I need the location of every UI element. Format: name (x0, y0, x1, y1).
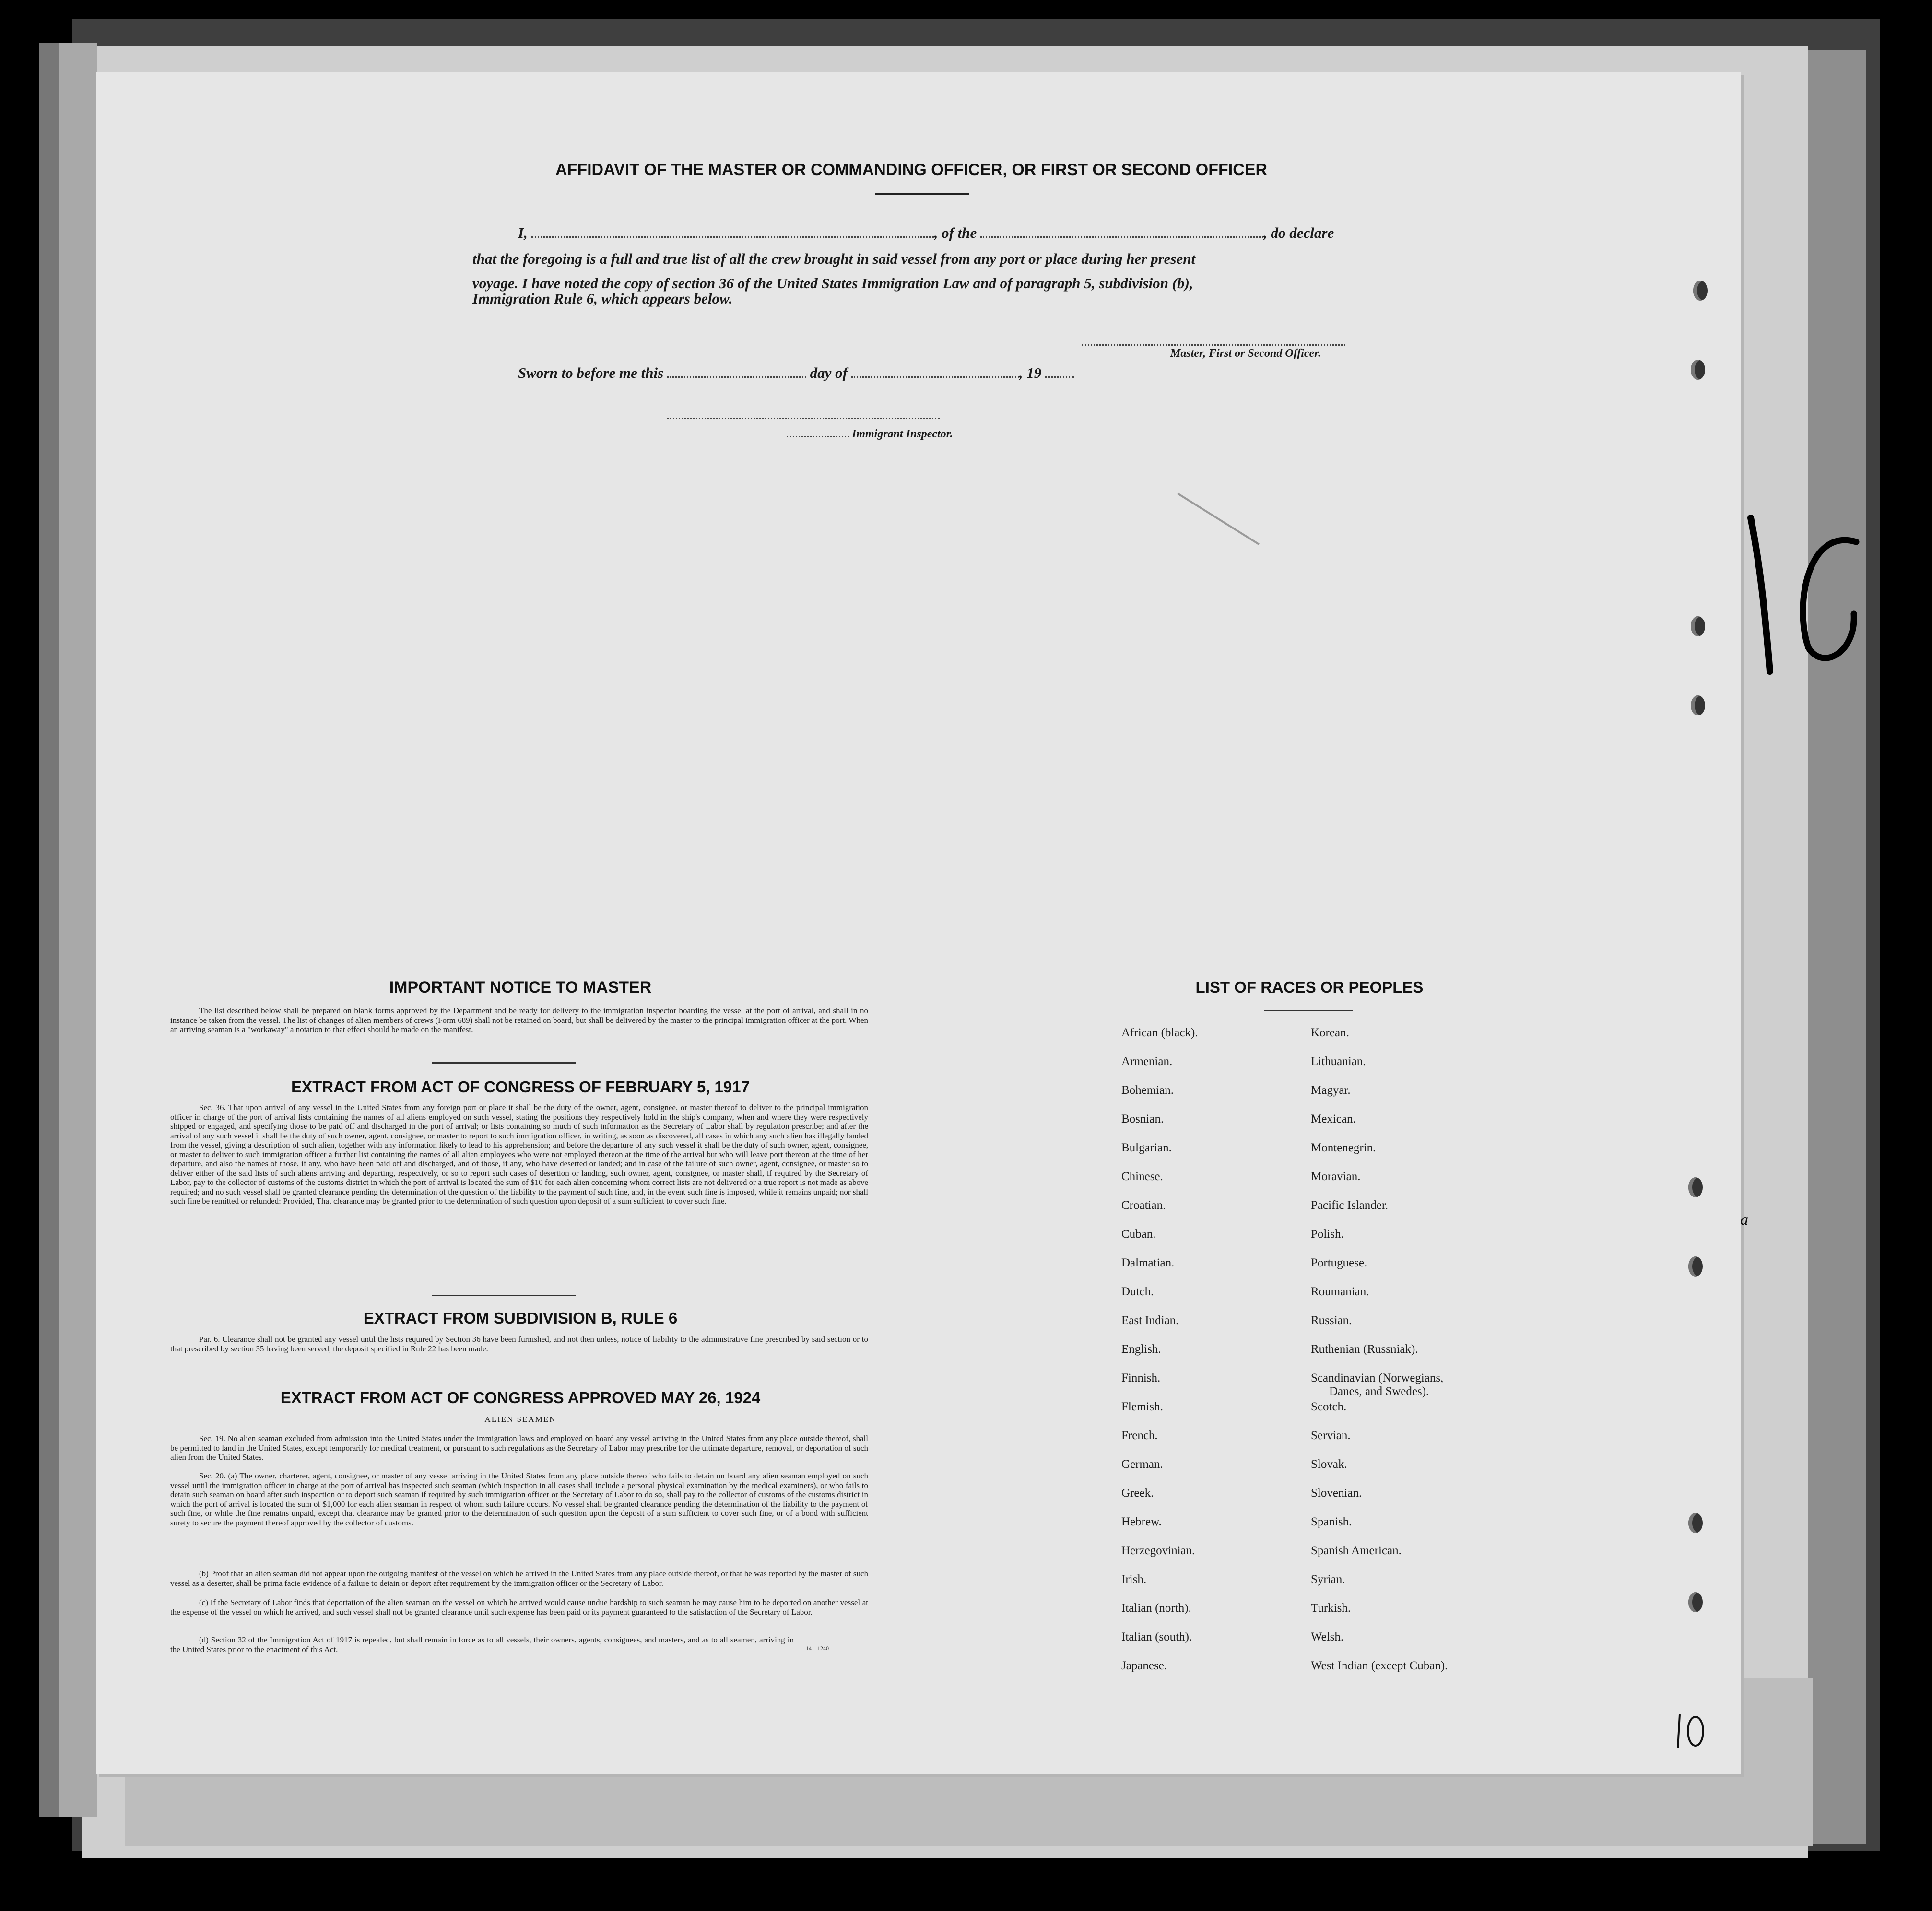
race-item: Polish. (1311, 1228, 1344, 1241)
name-blank[interactable] (531, 236, 934, 238)
race-item: Spanish. (1311, 1515, 1352, 1528)
binder-hole (1691, 695, 1705, 715)
extract3-paragraph: Sec. 19. No alien seaman excluded from admission into the United States under the immigration laws and employed on board any vessel arriving in the United States from any place outside thereof, shall be permitted to land in the United States, except temporarily for medical treatment, or pursuant to such regulations as the Secretary of Labor may prescribe for the ultimate departure, removal, or deportation of such alien from the United States. (170, 1434, 868, 1462)
inspector-line (787, 428, 953, 441)
divider (432, 1062, 576, 1064)
handwritten-page-number-graphic (1674, 1710, 1712, 1753)
extract2-body: Par. 6. Clearance shall not be granted any vessel until the lists required by Section 36 have been furnished, and not then unless, notice of liability to the administrative fine prescribed by said section or to that prescribed by section 35 having been served, the deposit specified in Rule 22 has been made. (170, 1335, 868, 1353)
race-item: French. (1121, 1429, 1158, 1442)
race-item: Moravian. (1311, 1170, 1361, 1183)
race-item: Italian (south). (1121, 1630, 1192, 1643)
affidavit-text: Immigration Rule 6, which appears below. (472, 290, 733, 307)
race-item: Syrian. (1311, 1573, 1345, 1586)
sworn-label: Sworn to before me this (518, 364, 664, 381)
race-item: West Indian (except Cuban). (1311, 1659, 1448, 1672)
race-item: Welsh. (1311, 1630, 1344, 1643)
extract3-paragraph: Sec. 20. (a) The owner, charterer, agent, consignee, or master of any vessel arriving in the United States from any place outside thereof who fails to detain on board any alien seaman employed on such vessel until the immigration officer in charge at the port of arrival has inspected such seaman (which inspection in all cases shall include a personal physical examination by the medical examiners), or who fails to detain such seaman on board after such inspection or to deport such seaman if required by such immigration officer or the Secretary of Labor to do so, shall pay to the collector of customs of the customs district in which the port of arrival is located the sum of $1,000 for each alien seaman in respect of whom such failure occurs. No vessel shall be granted clearance pending the determination of the liability to the payment of such fine, or while the fine remains unpaid, except that clearance may be granted prior to the determination of such question upon the deposit of a sum sufficient to cover such fine, or of a bond with sufficient surety to secure the payment thereof approved by the collector of customs. (170, 1471, 868, 1527)
race-item: Croatian. (1121, 1199, 1166, 1212)
race-item: Spanish American. (1311, 1544, 1402, 1557)
extract3-paragraph: (b) Proof that an alien seaman did not appear upon the outgoing manifest of the vessel on which he arrived in the United States from any place outside thereof, or that he was reported by the master of such vessel as a deserter, shall be prima facie evidence of a failure to detain or deport after requirement by the immigration officer or the Secretary of Labor. (170, 1569, 868, 1588)
divider (1264, 1010, 1353, 1011)
page-edge (59, 43, 97, 1817)
race-item: Flemish. (1121, 1400, 1163, 1413)
race-item: German. (1121, 1458, 1163, 1471)
affidavit-text: that the foregoing is a full and true list of all the crew brought in said vessel from any port or place during her present (472, 250, 1196, 267)
race-item: Bohemian. (1121, 1084, 1174, 1097)
form-code: 14—1240 (806, 1645, 829, 1652)
race-item: Magyar. (1311, 1084, 1351, 1097)
race-item: Turkish. (1311, 1602, 1351, 1615)
sworn-line (518, 364, 1074, 382)
binder-hole (1688, 1513, 1703, 1533)
day-blank[interactable] (667, 376, 806, 378)
affidavit-declaration-line (518, 224, 1334, 242)
inspector-signature-line[interactable] (667, 416, 940, 419)
extract2-title: EXTRACT FROM SUBDIVISION B, RULE 6 (363, 1309, 678, 1327)
race-item: Chinese. (1121, 1170, 1163, 1183)
race-item: East Indian. (1121, 1314, 1179, 1327)
race-item: Japanese. (1121, 1659, 1167, 1672)
binder-hole (1688, 1177, 1703, 1197)
race-item: Finnish. (1121, 1372, 1161, 1384)
do-declare-label: , do declare (1263, 224, 1334, 241)
divider (875, 193, 969, 195)
race-item: Ruthenian (Russniak). (1311, 1343, 1418, 1356)
binder-hole (1691, 360, 1705, 380)
race-item: Hebrew. (1121, 1515, 1162, 1528)
year-label: , 19 (1019, 364, 1042, 381)
binder-hole (1688, 1592, 1703, 1612)
vessel-blank[interactable] (980, 236, 1263, 238)
extract1-title: EXTRACT FROM ACT OF CONGRESS OF FEBRUARY 5, 1917 (291, 1078, 750, 1096)
race-item: African (black). (1121, 1026, 1198, 1039)
year-blank[interactable] (1045, 376, 1074, 378)
race-item: Dutch. (1121, 1285, 1154, 1298)
signature-caption: Master, First or Second Officer. (1170, 347, 1321, 360)
notice-body: The list described below shall be prepared on blank forms approved by the Department and be ready for delivery to the immigration inspector boarding the vessel at the port of arrival, and shall in no instance be taken from the vessel. The list of changes of alien members of crews (Form 689) shall not be retained on board, but shall be delivered by the master to the principal immigration officer at the port. When an arriving seaman is a "workaway" a notation to that effect should be made on the manifest. (170, 1006, 868, 1034)
binder-hole (1688, 1256, 1703, 1277)
race-item: Irish. (1121, 1573, 1147, 1586)
extract3-paragraph: (c) If the Secretary of Labor finds that deportation of the alien seaman on the vessel on which he arrived would cause undue hardship to such seaman he may cause him to be deported on another vessel at the expense of the vessel on which he arrived, and such vessel shall not be granted clearance until such expense has been paid or its payment guaranteed to the satisfaction of the Secretary of Labor. (170, 1598, 868, 1617)
inspector-blank[interactable] (787, 436, 849, 437)
race-item: Russian. (1311, 1314, 1352, 1327)
race-item: Portuguese. (1311, 1256, 1367, 1269)
race-item: Lithuanian. (1311, 1055, 1366, 1068)
binder-hole (1693, 281, 1708, 301)
race-item: Roumanian. (1311, 1285, 1369, 1298)
page-edge (39, 43, 59, 1817)
inspector-caption: Immigrant Inspector. (852, 428, 953, 440)
race-item: Mexican. (1311, 1113, 1356, 1125)
notice-title: IMPORTANT NOTICE TO MASTER (389, 978, 652, 997)
race-item: Montenegrin. (1311, 1141, 1376, 1154)
race-item-continuation: Danes, and Swedes). (1329, 1385, 1429, 1398)
affidavit-i-label: I, (518, 224, 528, 241)
divider (432, 1295, 576, 1296)
race-item: Servian. (1311, 1429, 1351, 1442)
race-item: Slovenian. (1311, 1487, 1362, 1500)
affidavit-text: voyage. I have noted the copy of section 36 of the United States Immigration Law and of paragraph 5, subdivision (b), (472, 275, 1193, 292)
handwritten-fragment: a (1740, 1211, 1748, 1229)
extract1-body: Sec. 36. That upon arrival of any vessel in the United States from any foreign port or place it shall be the duty of the owner, agent, consignee, or master thereof to deliver to the principal immigration officer in charge of the port of arrival lists containing the names of all aliens employed on such vessel, stating the positions they respectively hold in the ship's company, when and where they were respectively shipped or engaged, and specifying those to be paid off and discharged in the port of arrival; or lists containing so much of such information as the Secretary of Labor shall by regulation prescribe; and after the arrival of any such vessel it shall be the duty of such owner, agent, consignee, or master to report to such immigration officer, in writing, as soon as discovered, all cases in which any such alien has illegally landed from the vessel, giving a description of such alien, together with any information likely to lead to his apprehension; and before the departure of any such vessel it shall be the duty of such owner, agent, consignee, or master to deliver to such immigration officer a further list containing the names of all alien employees who were not employed thereon at the time of the arrival but who will leave port thereon at the time of her departure, and also the names of those, if any, who have been paid off and discharged, and of those, if any, who have deserted or landed; and in case of the failure of such owner, agent, consignee, or master so to deliver either of the said lists of such aliens arriving and departing, respectively, or so to report such cases of desertion or landing, such owner, agent, consignee, or master shall, if required by the Secretary of Labor, pay to the collector of customs of the customs district in which the port of arrival is located the sum of $10 for each alien concerning whom correct lists are not delivered or a true report is not made as above required; and no such vessel shall be granted clearance pending the determination of the question of the liability to the payment of such fine, and, in the event such fine is imposed, while it remains unpaid; nor shall such fine be remitted or refunded: Provided, That clearance may be granted prior to the determination of such question upon deposit of a sum sufficient to cover such fine. (170, 1103, 868, 1206)
day-of-label: day of (810, 364, 848, 381)
race-item: Bosnian. (1121, 1113, 1164, 1125)
race-item: Korean. (1311, 1026, 1349, 1039)
race-item: Cuban. (1121, 1228, 1156, 1241)
extract3-title: EXTRACT FROM ACT OF CONGRESS APPROVED MAY 26, 1924 (280, 1389, 761, 1407)
of-the-label: , of the (934, 224, 977, 241)
race-item: Dalmatian. (1121, 1256, 1175, 1269)
extract3-paragraph: (d) Section 32 of the Immigration Act of 1917 is repealed, but shall remain in force as to all vessels, their owners, agents, consignees, and masters, and as to all seamen, arriving in the United States prior to the enactment of this Act. (170, 1635, 794, 1654)
race-item: Scotch. (1311, 1400, 1347, 1413)
signature-line[interactable] (1082, 343, 1345, 346)
handwritten-mark (1736, 508, 1880, 681)
race-item: Italian (north). (1121, 1602, 1191, 1615)
month-blank[interactable] (851, 376, 1019, 378)
race-item: Slovak. (1311, 1458, 1347, 1471)
race-item: Herzegovinian. (1121, 1544, 1195, 1557)
race-item: Scandinavian (Norwegians, (1311, 1372, 1444, 1384)
race-item: Pacific Islander. (1311, 1199, 1389, 1212)
races-title: LIST OF RACES OR PEOPLES (1195, 978, 1424, 996)
extract3-subtitle: ALIEN SEAMEN (484, 1415, 556, 1424)
race-item: Armenian. (1121, 1055, 1173, 1068)
affidavit-title: AFFIDAVIT OF THE MASTER OR COMMANDING OFFICER, OR FIRST OR SECOND OFFICER (555, 161, 1267, 179)
binder-hole (1691, 616, 1705, 636)
race-item: Greek. (1121, 1487, 1154, 1500)
race-item: English. (1121, 1343, 1161, 1356)
race-item: Bulgarian. (1121, 1141, 1172, 1154)
